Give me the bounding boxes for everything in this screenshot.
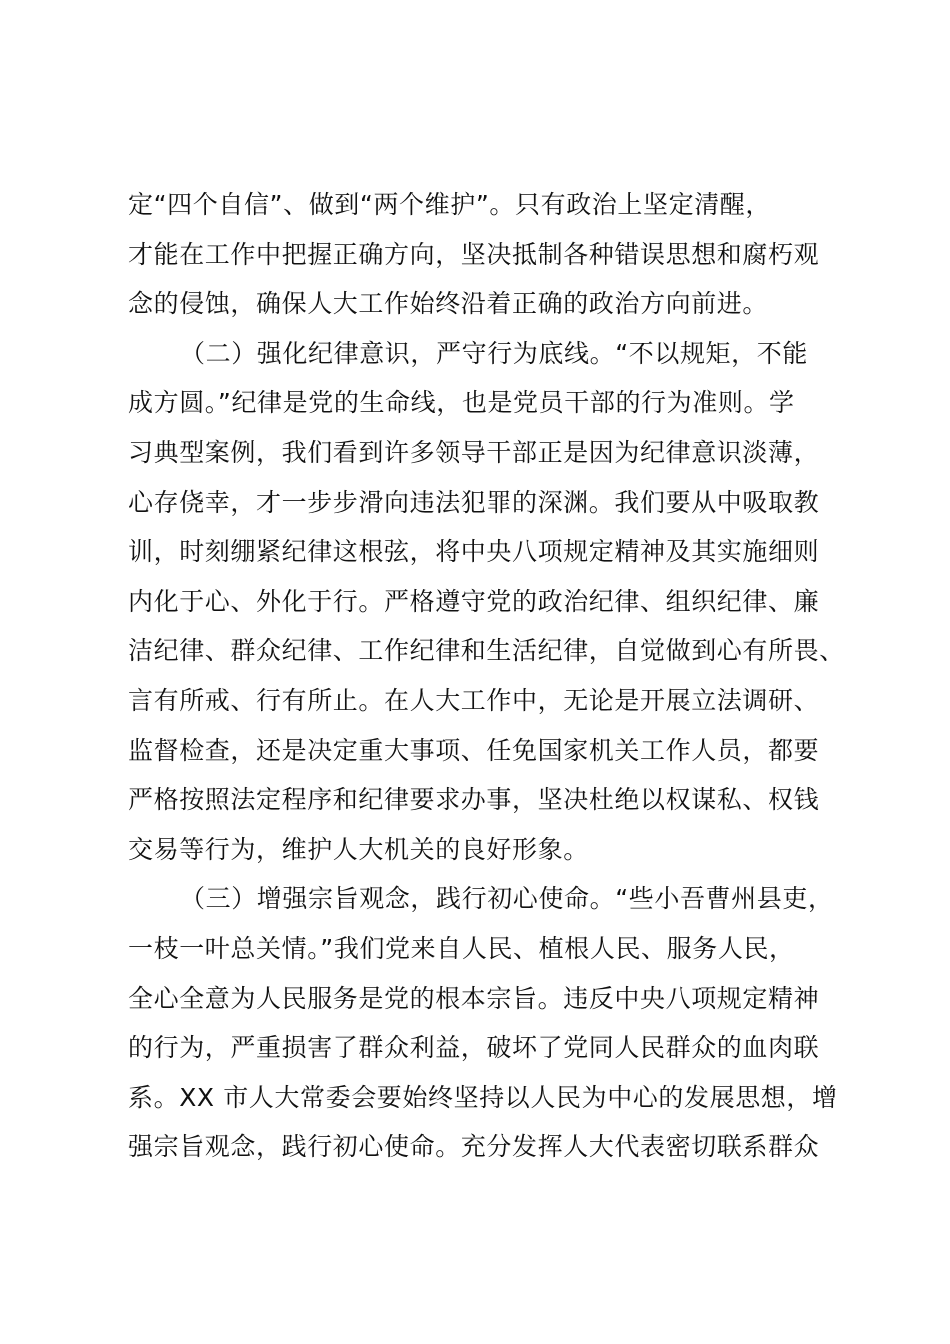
text-line: 才能在工作中把握正确方向，坚决抵制各种错误思想和腐朽观 [128, 239, 820, 269]
text-line: 言有所戒、行有所止。在人大工作中，无论是开展立法调研、 [128, 685, 820, 715]
section-heading-line: （三）增强宗旨观念，践行初心使命。“些小吾曹州县吏， [180, 884, 834, 914]
text-line: 内化于心、外化于行。严格遵守党的政治纪律、组织纪律、廉 [128, 586, 820, 616]
text-line: 念的侵蚀，确保人大工作始终沿着正确的政治方向前进。 [128, 289, 769, 319]
text-line: 一枝一叶总关情。”我们党来自人民、植根人民、服务人民， [128, 933, 795, 963]
section-heading-line: （二）强化纪律意识，严守行为底线。“不以规矩，不能 [180, 338, 808, 368]
text-line: 习典型案例，我们看到许多领导干部正是因为纪律意识淡薄， [128, 437, 820, 467]
text-line: 定“四个自信”、做到“两个维护”。只有政治上坚定清醒， [128, 190, 772, 219]
text-line: 全心全意为人民服务是党的根本宗旨。违反中央八项规定精神 [128, 983, 820, 1013]
text-line: 强宗旨观念，践行初心使命。充分发挥人大代表密切联系群众 [128, 1132, 820, 1162]
text-line: 监督检查，还是决定重大事项、任免国家机关工作人员，都要 [128, 735, 820, 765]
text-line: 交易等行为，维护人大机关的良好形象。 [128, 834, 589, 864]
text-line: 成方圆。”纪律是党的生命线，也是党员干部的行为准则。学 [128, 388, 795, 418]
body-text [128, 180, 860, 1172]
text-line: 心存侥幸，才一步步滑向违法犯罪的深渊。我们要从中吸取教 [128, 487, 820, 517]
text-line: 严格按照法定程序和纪律要求办事，坚决杜绝以权谋私、权钱 [128, 785, 820, 815]
text-line: 系。XX 市人大常委会要始终坚持以人民为中心的发展思想，增 [128, 1082, 838, 1112]
text-line: 洁纪律、群众纪律、工作纪律和生活纪律，自觉做到心有所畏、 [128, 636, 845, 666]
text-line: 的行为，严重损害了群众利益，破坏了党同人民群众的血肉联 [128, 1033, 820, 1063]
text-line: 训，时刻绷紧纪律这根弦，将中央八项规定精神及其实施细则 [128, 537, 820, 567]
